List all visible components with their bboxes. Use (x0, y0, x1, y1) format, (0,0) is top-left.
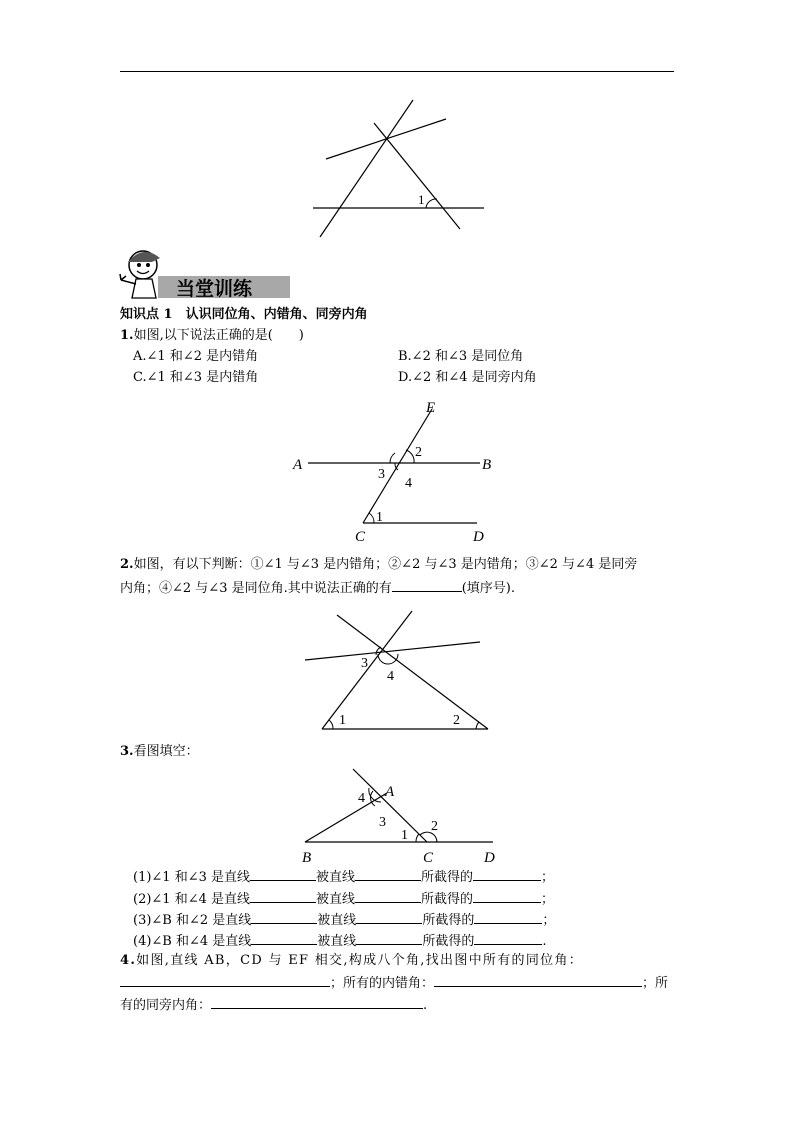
q3-row-2-text-b: 被直线 (316, 892, 356, 907)
figure-q2-right-line (337, 615, 488, 729)
header-rule (120, 71, 674, 72)
question-2-line-2 (120, 578, 515, 597)
question-1-number: 1. (120, 328, 134, 343)
q3-row-4-text-b: 被直线 (317, 934, 357, 949)
question-4-line-2 (120, 973, 668, 992)
q3-row-2-blank-3[interactable] (473, 889, 541, 903)
q3-row-3-text-d: ； (542, 913, 556, 928)
q3-row-4-text-a: (4)∠B 和∠4 是直线 (133, 934, 252, 949)
figure-q3-angle-2: 2 (431, 819, 438, 834)
figure-q3 (295, 762, 505, 868)
question-2-line-1 (120, 556, 637, 573)
q3-row-2-text-c: 所截得的 (421, 892, 474, 907)
figure-q1-label-c: C (355, 529, 366, 545)
question-4-text-4: 有的同旁内角： (120, 998, 212, 1013)
figure-q1-label-a: A (293, 457, 303, 473)
question-1-stem (120, 327, 304, 344)
figure-q2-angle-2: 2 (453, 713, 460, 728)
figure-q1-line-ce (363, 409, 432, 523)
banner (118, 240, 293, 304)
figure-q1-label-e: E (426, 400, 436, 416)
banner-label: 当堂训练 (176, 278, 253, 300)
question-2-answer-blank[interactable] (392, 578, 462, 592)
figure-q1-angle-1: 1 (376, 510, 383, 525)
figure-top-angle-arc (426, 199, 437, 208)
q3-row-3-blank-1[interactable] (251, 910, 317, 924)
figure-q1-label-b: B (482, 457, 492, 473)
q3-row-2-blank-1[interactable] (250, 889, 316, 903)
figure-q2-angle-3: 3 (361, 656, 368, 671)
q3-row-1-text-d: ； (541, 870, 555, 885)
q4-corresponding-angles-blank[interactable] (120, 973, 330, 987)
q3-row-2-text-a: (2)∠1 和∠4 是直线 (133, 892, 251, 907)
q3-row-4 (133, 931, 546, 950)
question-3-stem (120, 743, 199, 760)
figure-q1-label-d: D (473, 529, 484, 545)
figure-q1-angle-3: 3 (378, 467, 385, 482)
question-3-number: 3. (120, 744, 134, 759)
q3-row-3-text-a: (3)∠B 和∠2 是直线 (133, 913, 252, 928)
question-4-number: 4. (120, 953, 137, 968)
q3-row-3 (133, 910, 555, 929)
q1-option-a: A.∠1 和∠2 是内错角 (133, 349, 259, 364)
q3-row-1-blank-3[interactable] (473, 867, 541, 881)
q4-alternate-angles-blank[interactable] (434, 973, 642, 987)
question-1-text: 如图,以下说法正确的是( ) (133, 328, 304, 343)
question-2-text-3: (填序号). (461, 581, 516, 596)
figure-top-line-a (320, 100, 413, 237)
figure-q3-angle-3: 3 (379, 815, 386, 830)
question-4-text-1: 如图,直线 AB，CD 与 EF 相交,构成八个角,找出图中所有的同位角： (136, 953, 584, 968)
cartoon-body (132, 279, 156, 298)
q3-row-2-blank-2[interactable] (355, 889, 421, 903)
figure-q3-label-b: B (302, 850, 312, 866)
question-2-text-1: 如图，有以下判断：①∠1 与∠3 是内错角；②∠2 与∠3 是内错角；③∠2 与∠4 是同旁 (133, 557, 638, 572)
q3-row-3-text-c: 所截得的 (422, 913, 475, 928)
figure-q2-angle-4: 4 (387, 669, 394, 684)
q3-row-1-text-a: (1)∠1 和∠3 是直线 (133, 870, 251, 885)
q3-row-2-text-d: ； (541, 892, 555, 907)
figure-q3-angle-1: 1 (401, 828, 408, 843)
q3-row-3-text-b: 被直线 (317, 913, 357, 928)
q3-row-3-blank-3[interactable] (474, 910, 542, 924)
q3-row-1 (133, 867, 554, 886)
q3-row-1-blank-1[interactable] (250, 867, 316, 881)
q4-interior-angles-blank[interactable] (211, 995, 423, 1009)
q3-row-1-text-c: 所截得的 (421, 870, 474, 885)
q3-row-2 (133, 889, 554, 908)
q3-row-1-text-b: 被直线 (316, 870, 356, 885)
q3-row-4-blank-3[interactable] (474, 931, 542, 945)
figure-q1-angle-4: 4 (405, 476, 412, 491)
q1-option-c: C.∠1 和∠3 是内错角 (133, 370, 259, 385)
figure-q2-angle-1: 1 (339, 713, 346, 728)
q1-option-b: B.∠2 和∠3 是同位角 (398, 349, 524, 364)
figure-top-angle-1-label: 1 (418, 192, 425, 207)
q3-row-4-text-d: . (542, 934, 547, 949)
q3-row-4-blank-1[interactable] (251, 931, 317, 945)
q3-row-4-blank-2[interactable] (356, 931, 422, 945)
figure-q1 (285, 393, 505, 545)
figure-q3-label-a: A (385, 784, 395, 800)
question-3-text: 看图填空： (133, 744, 199, 759)
question-4-line-3 (120, 995, 427, 1014)
q3-row-1-blank-2[interactable] (355, 867, 421, 881)
section-heading: 知识点 1 认识同位角、内错角、同旁内角 (120, 307, 368, 322)
question-2-text-2: 内角；④∠2 与∠3 是同位角.其中说法正确的有 (120, 581, 392, 596)
figure-q1-angle-2: 2 (415, 445, 422, 460)
figure-q3-label-d: D (484, 850, 495, 866)
figure-q2 (300, 605, 500, 735)
q1-option-d: D.∠2 和∠4 是同旁内角 (398, 370, 537, 385)
question-4-line-1 (120, 952, 583, 969)
question-2-number: 2. (120, 557, 134, 572)
figure-top (300, 95, 500, 245)
q3-row-4-text-c: 所截得的 (422, 934, 475, 949)
figure-q3-label-c: C (423, 850, 434, 866)
question-4-text-3: ；所 (642, 976, 669, 991)
figure-top-line-c (326, 119, 446, 159)
question-4-text-5: . (423, 998, 428, 1013)
q3-row-3-blank-2[interactable] (356, 910, 422, 924)
figure-q3-angle-4: 4 (358, 791, 365, 806)
question-4-text-2: ；所有的内错角： (330, 976, 435, 991)
